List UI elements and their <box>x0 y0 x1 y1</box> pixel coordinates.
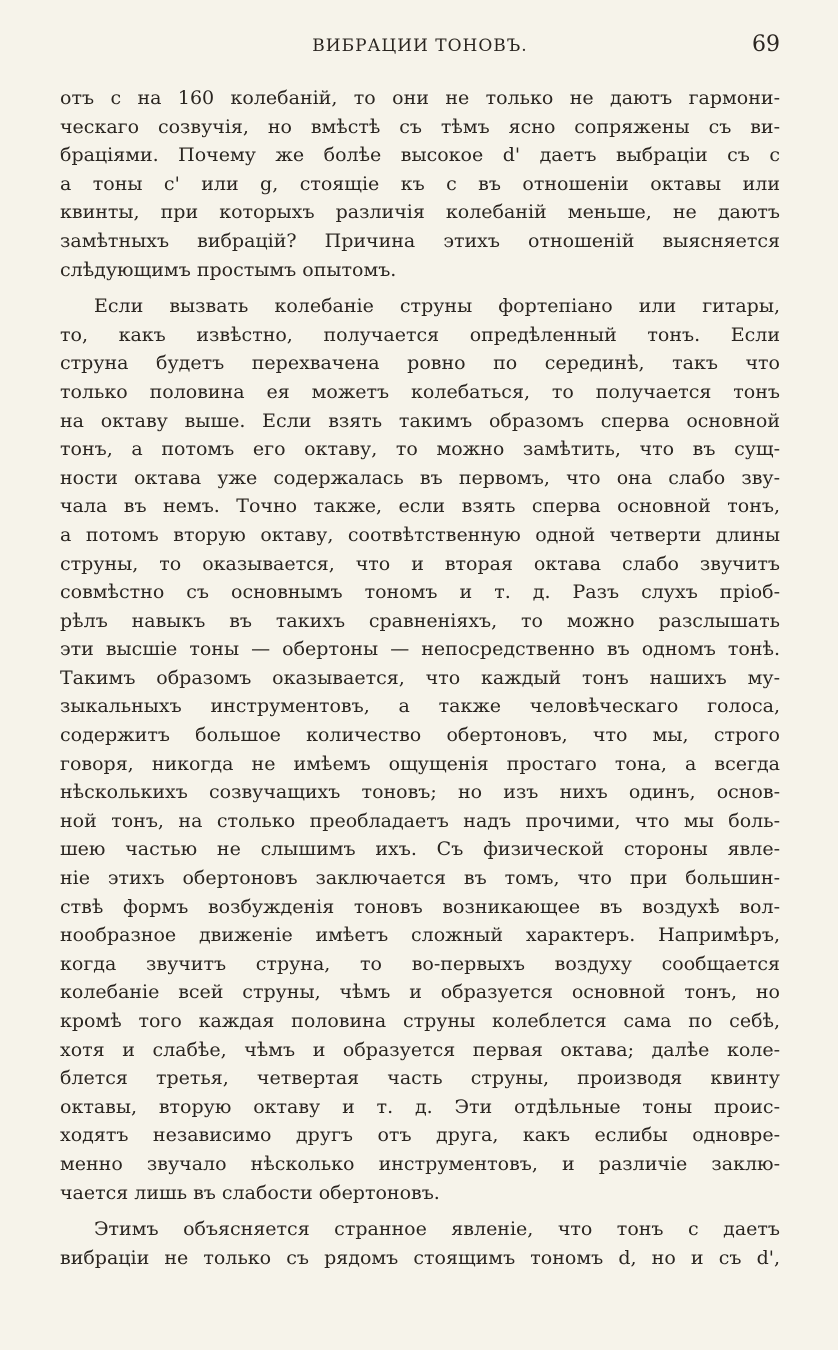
text-line: рѣлъ навыкъ въ такихъ сравненіяхъ, то можно разслышать <box>60 609 780 632</box>
text-line: ности октава уже содержалась въ первомъ, что она слабо зву- <box>60 466 780 489</box>
text-line: эти высшіе тоны — обертоны — непосредственно въ одномъ тонѣ. <box>60 638 780 661</box>
text-line: замѣтныхъ вибрацій? Причина этихъ отношеній выясняется <box>60 229 780 252</box>
page-header <box>60 32 780 60</box>
text-line: ствѣ формъ возбужденія тоновъ возникающее въ воздухѣ вол- <box>60 895 780 918</box>
running-head: ВИБРАЦИИ ТОНОВЪ. <box>312 36 528 56</box>
text-line: ніе этихъ обертоновъ заключается въ томъ, что при большин- <box>60 867 780 890</box>
text-line: нообразное движеніе имѣетъ сложный характеръ. Напримѣръ, <box>60 924 780 947</box>
text-line: отъ c на 160 колебаній, то они не только не даютъ гармони- <box>60 87 780 109</box>
text-line: а тоны c' или g, стоящіе къ c въ отношеніи октавы или <box>60 172 780 195</box>
paragraph <box>60 84 780 284</box>
body-text <box>60 84 780 1272</box>
page-number: 69 <box>752 32 780 57</box>
text-line: содержитъ большое количество обертоновъ, что мы, строго <box>60 724 780 747</box>
text-line: Если вызвать колебаніе струны фортепіано или гитары, <box>94 295 780 318</box>
text-line: нѣсколькихъ созвучащихъ тоновъ; но изъ нихъ одинъ, основ- <box>60 781 780 804</box>
text-line: струны, то оказывается, что и вторая октава слабо звучитъ <box>60 552 780 575</box>
text-line: октавы, вторую октаву и т. д. Эти отдѣльные тоны проис- <box>60 1095 780 1118</box>
paragraph-gap <box>60 284 780 292</box>
text-line: когда звучитъ струна, то во-первыхъ воздуху сообщается <box>60 952 780 975</box>
text-line: только половина ея можетъ колебаться, то получается тонъ <box>60 380 780 403</box>
text-line: а потомъ вторую октаву, соотвѣтственную одной четверти длины <box>60 523 780 546</box>
text-line: хотя и слабѣе, чѣмъ и образуется первая октава; далѣе коле- <box>60 1038 780 1061</box>
text-line: на октаву выше. Если взять такимъ образомъ сперва основной <box>60 409 780 432</box>
paragraph <box>60 1215 780 1272</box>
paragraph-gap <box>60 1207 780 1215</box>
text-line: кромѣ того каждая половина струны колеблется сама по себѣ, <box>60 1010 780 1032</box>
text-line: Такимъ образомъ оказывается, что каждый тонъ нашихъ му- <box>60 666 780 689</box>
text-line: браціями. Почему же болѣе высокое d' даетъ выбраціи съ c <box>60 144 780 167</box>
text-line: вибраціи не только съ рядомъ стоящимъ тономъ d, но и съ d', <box>60 1246 780 1269</box>
text-line: зыкальныхъ инструментовъ, а также человѣческаго голоса, <box>60 695 780 718</box>
text-line: чала въ немъ. Точно также, если взять сперва основной тонъ, <box>60 495 780 518</box>
text-line: Этимъ объясняется странное явленіе, что тонъ c даетъ <box>94 1218 780 1241</box>
text-line: говоря, никогда не имѣемъ ощущенія простаго тона, а всегда <box>60 752 780 775</box>
text-line: слѣдующимъ простымъ опытомъ. <box>60 258 397 281</box>
text-line: совмѣстно съ основнымъ тономъ и т. д. Разъ слухъ пріоб- <box>60 581 780 604</box>
text-line: тонъ, а потомъ его октаву, то можно замѣтить, что въ сущ- <box>60 438 780 461</box>
text-line: ной тонъ, на столько преобладаетъ надъ прочими, что мы боль- <box>60 809 780 832</box>
text-line: ходятъ независимо другъ отъ друга, какъ еслибы одновре- <box>60 1124 780 1147</box>
paragraph <box>60 292 780 1207</box>
text-line: колебаніе всей струны, чѣмъ и образуется основной тонъ, но <box>60 981 780 1004</box>
text-line: то, какъ извѣстно, получается опредѣленный тонъ. Если <box>60 323 780 346</box>
text-line: струна будетъ перехвачена ровно по серединѣ, такъ что <box>60 352 780 375</box>
text-line: квинты, при которыхъ различія колебаній меньше, не даютъ <box>60 201 780 224</box>
text-line: менно звучало нѣсколько инструментовъ, и различіе заклю- <box>60 1152 780 1175</box>
text-line: шею частью не слышимъ ихъ. Съ физической стороны явле- <box>60 838 780 861</box>
text-line: ческаго созвучія, но вмѣстѣ съ тѣмъ ясно сопряжены съ ви- <box>60 115 780 138</box>
text-line: блется третья, четвертая часть струны, производя квинту <box>60 1067 780 1090</box>
text-line: чается лишь въ слабости обертоновъ. <box>60 1181 440 1204</box>
